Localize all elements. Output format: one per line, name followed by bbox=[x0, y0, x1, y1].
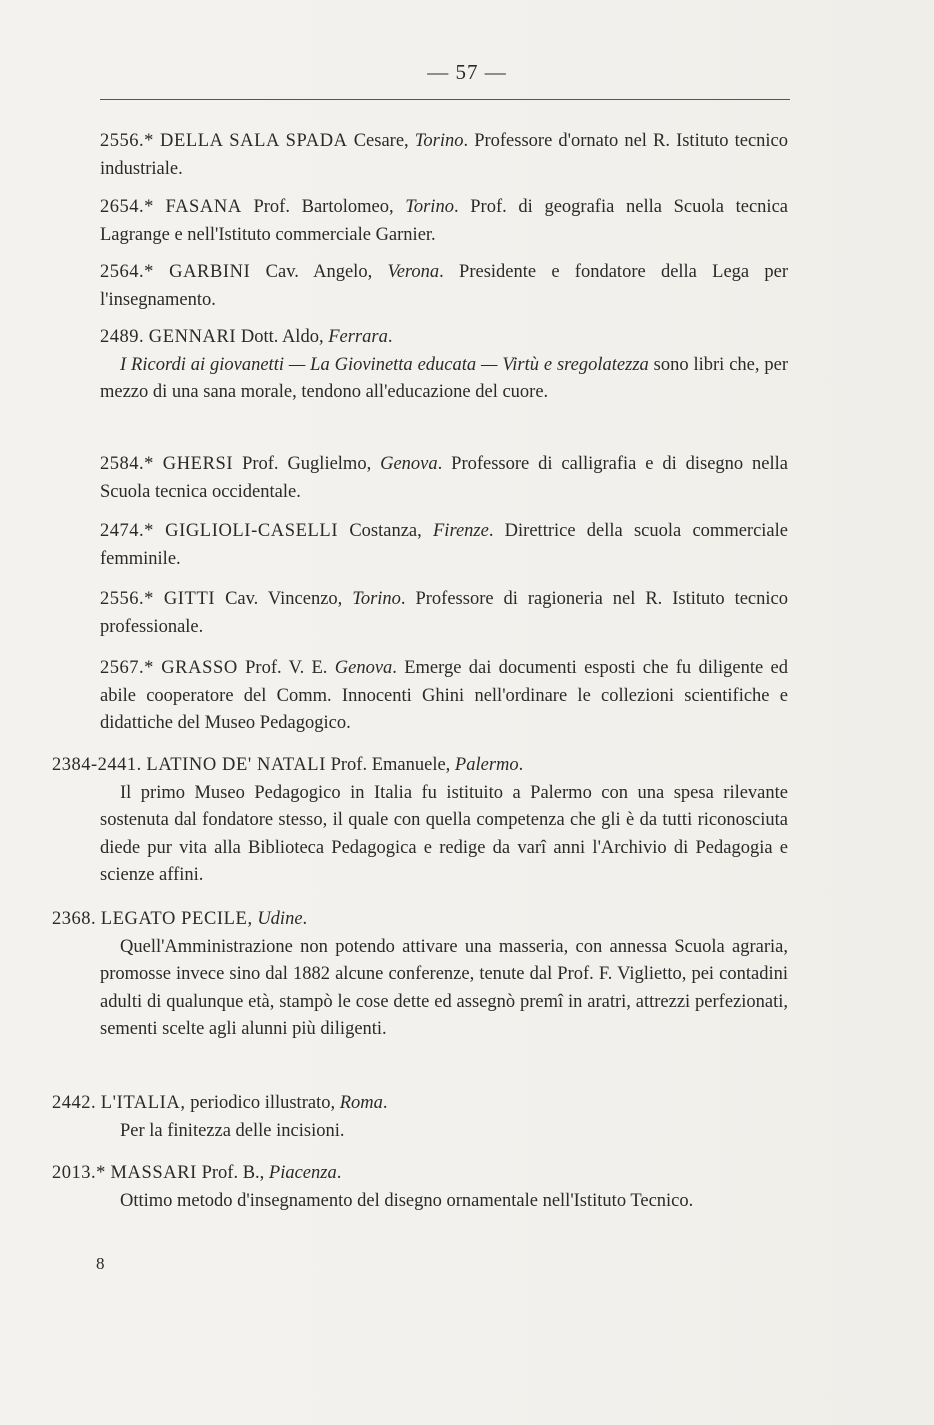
entry-description: . Prof. di geografia nella Scuola tecnica Lagrange e nell'Istituto commerciale Garnier. bbox=[100, 197, 788, 245]
entry-body: Ottimo metodo d'insegnamento del disegno ornamentale nell'Istituto Tecnico. bbox=[120, 1190, 694, 1211]
entry-place: Torino bbox=[414, 131, 464, 151]
entry-2556-gitti bbox=[100, 586, 788, 641]
entry-name: GENNARI bbox=[148, 327, 237, 347]
entry-name: LATINO DE' NATALI bbox=[146, 755, 326, 775]
entry-description: . Professore d'ornato nel R. Istituto tecnico industriale. bbox=[100, 131, 789, 179]
entry-title: Cesare, bbox=[347, 131, 415, 151]
entry-description: . Emerge dai documenti esposti che fu diligente ed abile cooperatore del Comm. Innocenti Ghini nell'ordinare le collezioni scientifiche e didattiche del Museo Pedagogico. bbox=[100, 658, 788, 733]
signature-mark: 8 bbox=[96, 1254, 105, 1273]
entry-2384-latino-de-natali bbox=[52, 752, 788, 890]
entry-place: Torino bbox=[405, 197, 454, 217]
entry-period: . bbox=[387, 327, 393, 347]
entry-2013-massari bbox=[52, 1160, 788, 1215]
entry-number: 2556.* bbox=[100, 131, 154, 151]
entry-title: Cav. Angelo, bbox=[250, 262, 388, 282]
entry-number: 2013.* bbox=[52, 1163, 106, 1183]
entry-name: MASSARI bbox=[110, 1163, 197, 1183]
entry-name: GARBINI bbox=[169, 262, 251, 282]
entry-title: Costanza, bbox=[338, 521, 433, 541]
entry-number: 2567.* bbox=[100, 658, 154, 678]
header-rule bbox=[100, 99, 790, 100]
entry-place: Firenze bbox=[433, 521, 489, 541]
entry-body: Quell'Amministrazione non potendo attivare una masseria, con annessa Scuola agraria, promosse invece sino dal 1882 alcune conferenze, tenute dal Prof. F. Viglietto, pei contadini adulti di qualunque età, stampò le cose dette ed assegnò premî in aratri, attrezzi perfezionati, sementi scelte agli alunni più diligenti. bbox=[100, 936, 788, 1039]
entry-number: 2564.* bbox=[100, 262, 154, 282]
entry-number: 2584.* bbox=[100, 454, 154, 474]
entry-2442-litalia bbox=[52, 1090, 788, 1145]
entry-number: 2442. bbox=[52, 1093, 97, 1113]
page-number: — 57 — bbox=[427, 60, 507, 84]
entry-name: FASANA bbox=[165, 197, 242, 217]
entry-book-titles: I Ricordi ai giovanetti — La Giovinetta educata — Virtù e sregolatezza bbox=[120, 354, 649, 375]
entry-place: Ferrara bbox=[328, 327, 388, 347]
entry-name: GIGLIOLI-CASELLI bbox=[165, 521, 339, 541]
entry-period: . bbox=[382, 1093, 388, 1113]
entry-number: 2474.* bbox=[100, 521, 154, 541]
entry-2567-grasso bbox=[100, 655, 788, 738]
entry-place: Palermo bbox=[454, 755, 519, 775]
entry-2654-fasana bbox=[100, 194, 788, 249]
entry-body: sono libri che, per mezzo di una sana morale, tendono all'educazione del cuore. bbox=[100, 354, 788, 402]
entry-period: . bbox=[302, 909, 308, 929]
entry-period: . bbox=[336, 1163, 342, 1183]
entry-body: Il primo Museo Pedagogico in Italia fu istituito a Palermo con una spesa rilevante sostenuta dal fondatore stesso, il quale con quella competenza che gli è da tutti riconosciuta diede pur vita alla Biblioteca Pedagogica e redige da varî anni l'Archivio di Pedagogia e scienze affini. bbox=[100, 782, 788, 885]
entry-2489-gennari bbox=[100, 324, 788, 407]
entry-name: GRASSO bbox=[161, 658, 238, 678]
entry-name: L'ITALIA, bbox=[100, 1093, 186, 1113]
entry-description: . Presidente e fondatore della Lega per l'insegnamento. bbox=[100, 262, 788, 310]
entry-number: 2368. bbox=[52, 909, 97, 929]
entry-description: . Professore di ragioneria nel R. Istituto tecnico professionale. bbox=[100, 589, 788, 637]
entry-number: 2384-2441. bbox=[52, 755, 142, 775]
entry-2584-ghersi bbox=[100, 451, 788, 506]
entry-title: Cav. Vincenzo, bbox=[215, 589, 353, 609]
entry-title: Prof. Guglielmo, bbox=[233, 454, 381, 474]
entry-place: Torino bbox=[352, 589, 401, 609]
entry-2474-giglioli-caselli bbox=[100, 518, 788, 573]
entry-place: Genova bbox=[334, 658, 393, 678]
entry-title: periodico illustrato, bbox=[185, 1093, 340, 1113]
entry-place: Roma bbox=[339, 1093, 383, 1113]
entry-number: 2556.* bbox=[100, 589, 154, 609]
entry-period: . bbox=[518, 755, 524, 775]
entry-place: Udine bbox=[257, 909, 303, 929]
entry-description: . Professore di calligrafia e di disegno nella Scuola tecnica occidentale. bbox=[100, 454, 789, 502]
entry-title: Dott. Aldo, bbox=[236, 327, 329, 347]
entry-2556-della-sala-spada bbox=[100, 128, 788, 183]
entry-name: LEGATO PECILE, bbox=[100, 909, 253, 929]
entry-place: Verona bbox=[387, 262, 440, 282]
entry-place: Genova bbox=[380, 454, 438, 474]
entry-body: Per la finitezza delle incisioni. bbox=[120, 1120, 345, 1141]
entry-2368-legato-pecile bbox=[52, 906, 788, 1044]
entry-name: DELLA SALA SPADA bbox=[159, 131, 348, 151]
entry-title: Prof. Bartolomeo, bbox=[241, 197, 406, 217]
entry-name: GITTI bbox=[163, 589, 216, 609]
entry-number: 2654.* bbox=[100, 197, 154, 217]
entry-place: Piacenza bbox=[268, 1163, 337, 1183]
entry-name: GHERSI bbox=[162, 454, 234, 474]
entry-2564-garbini bbox=[100, 259, 788, 314]
entry-title: Prof. V. E. bbox=[237, 658, 335, 678]
entry-description: . Direttrice della scuola commerciale femminile. bbox=[100, 521, 788, 569]
entry-title: Prof. B., bbox=[196, 1163, 269, 1183]
entry-title: Prof. Emanuele, bbox=[325, 755, 455, 775]
entry-number: 2489. bbox=[100, 327, 145, 347]
